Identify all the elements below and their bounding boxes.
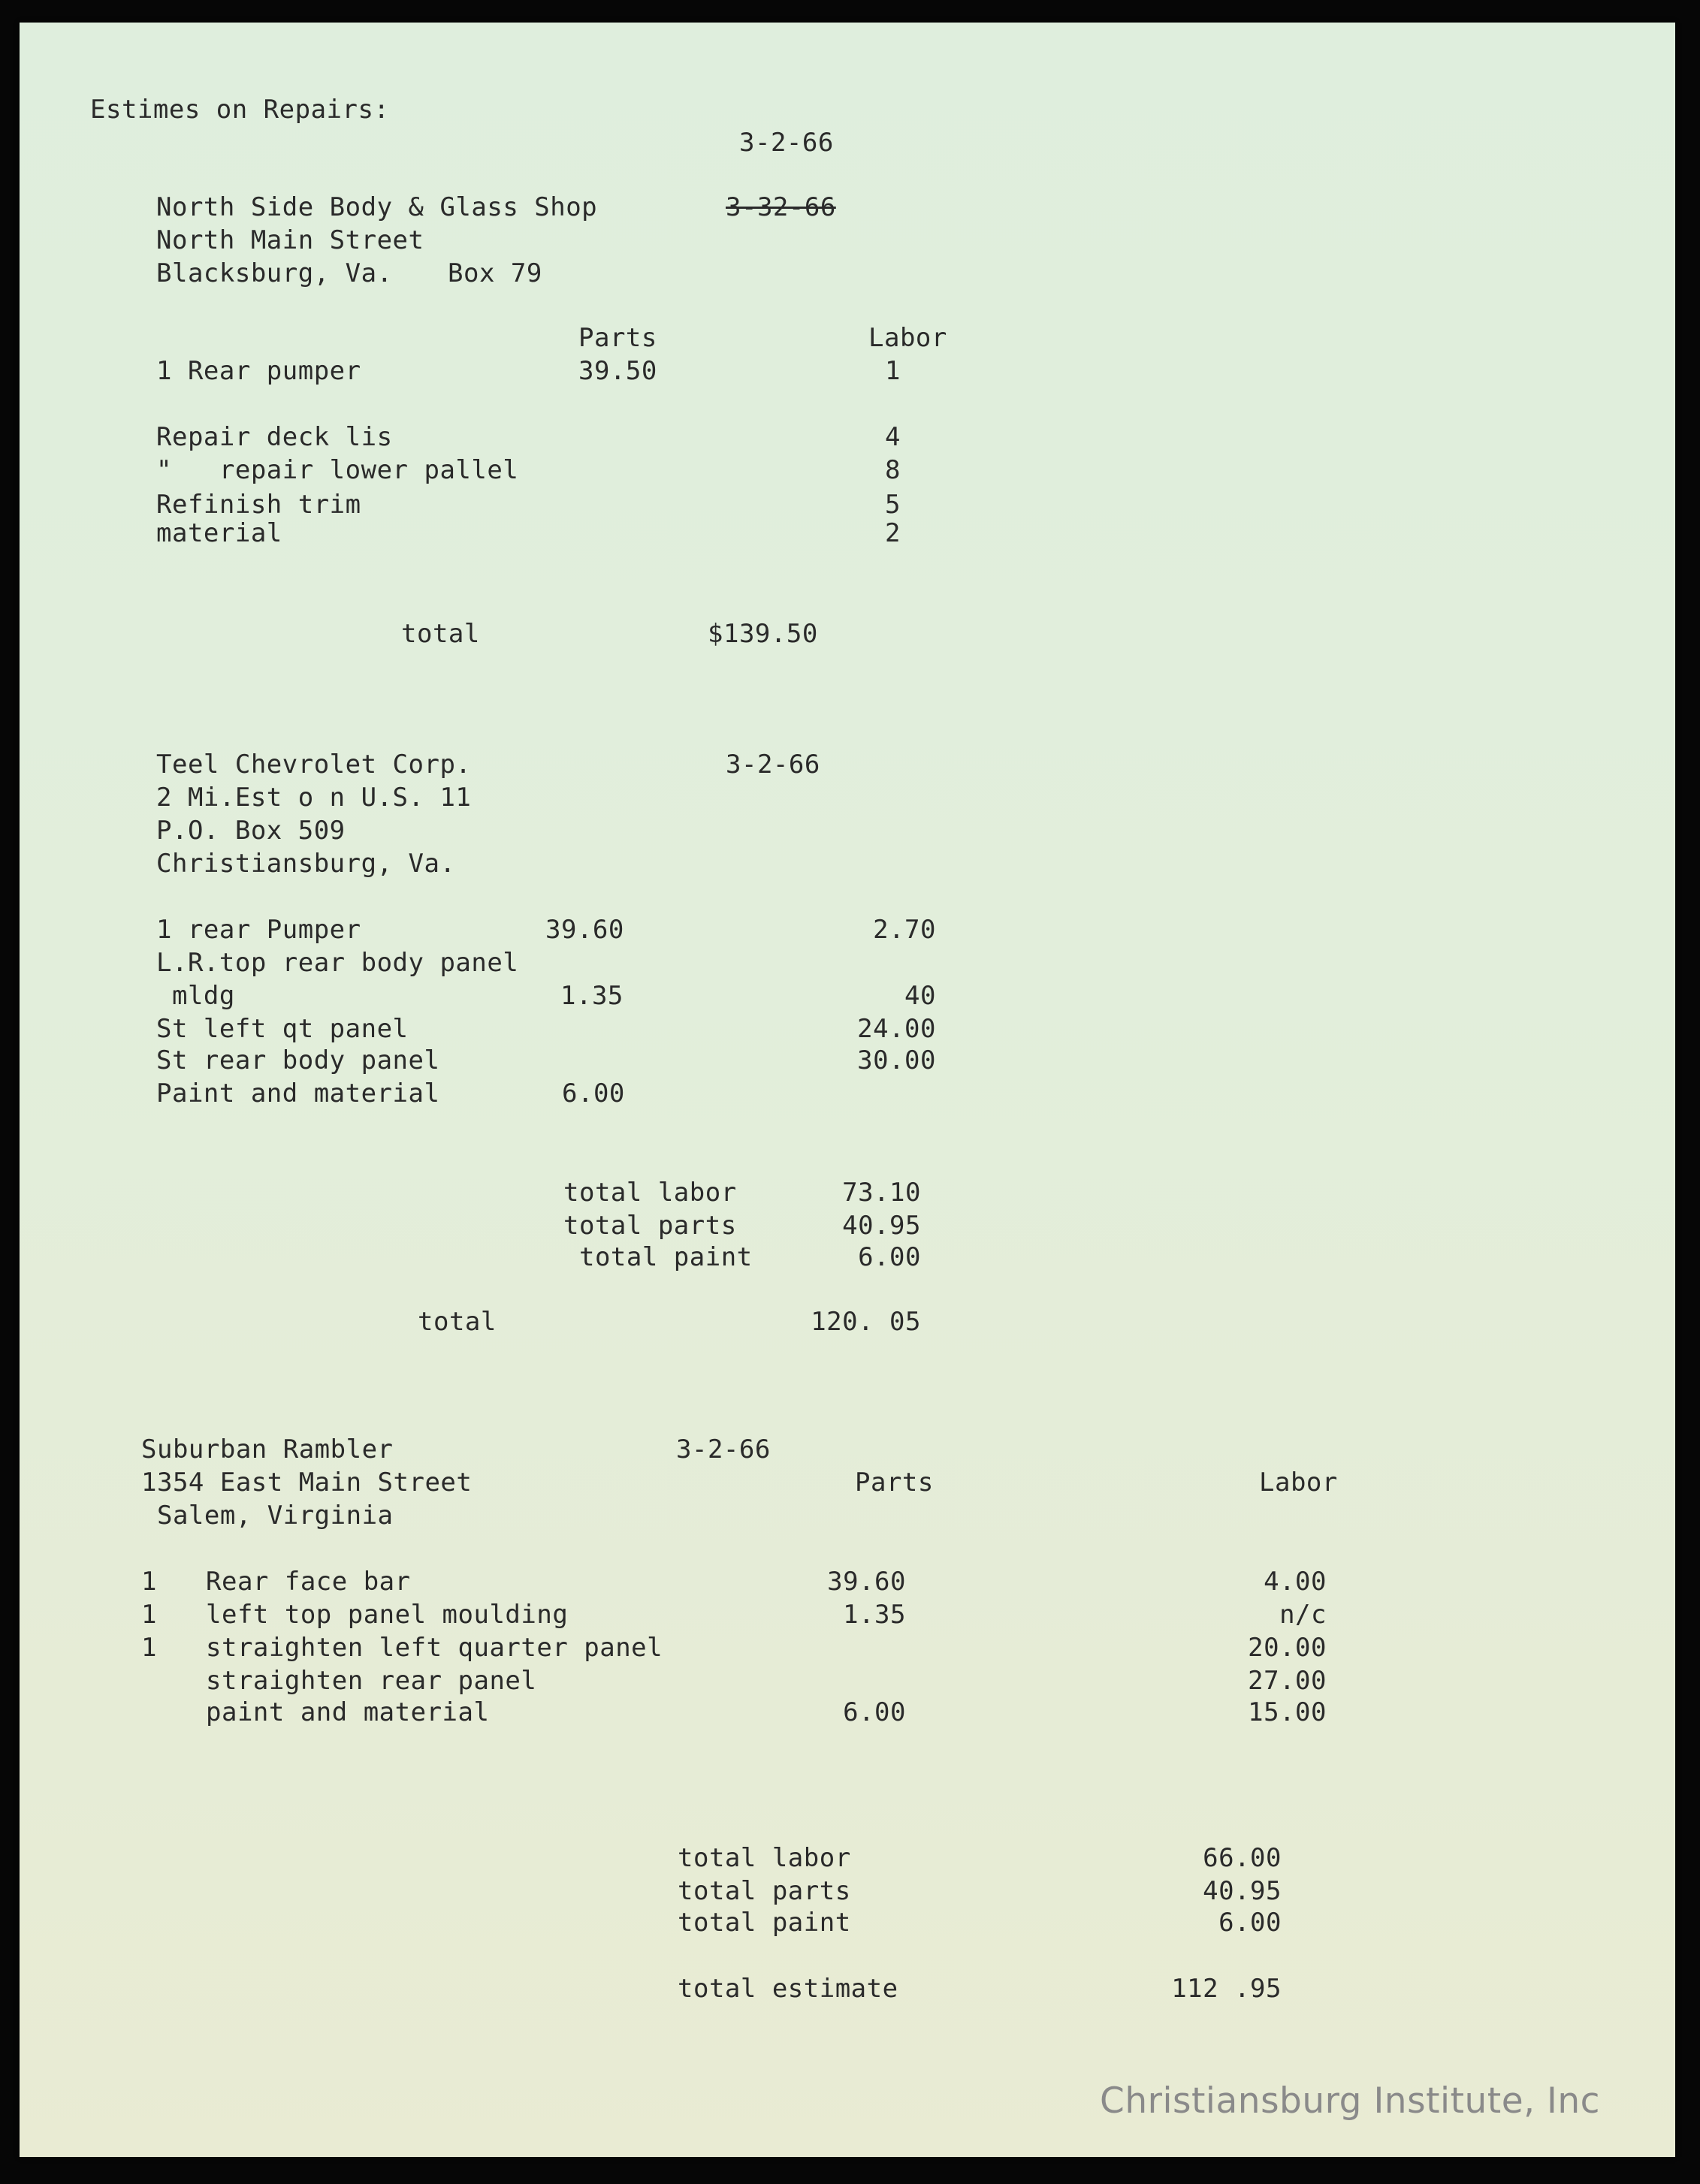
shop-name: Teel Chevrolet Corp.	[156, 750, 472, 780]
line-item-description: St left qt panel	[156, 1014, 409, 1044]
line-item-labor: 2	[885, 518, 901, 548]
column-header-labor: Labor	[868, 323, 947, 353]
subtotal-value: 6.00	[1218, 1908, 1282, 1938]
line-item-labor: 24.00	[857, 1014, 936, 1044]
estimate-date: 3-2-66	[726, 750, 820, 780]
document-page	[20, 23, 1675, 2157]
subtotal-label: total paint	[563, 1242, 753, 1272]
shop-address-line: P.O. Box 509	[156, 816, 346, 846]
column-header-labor: Labor	[1259, 1468, 1338, 1498]
line-item-labor: 2.70	[873, 915, 936, 945]
shop-address-line: Blacksburg, Va.	[156, 258, 393, 288]
line-item-labor: 8	[885, 455, 901, 485]
shop-address-line: North Main Street	[156, 225, 424, 255]
subtotal-value: 40.95	[1203, 1876, 1282, 1906]
subtotal-value: 66.00	[1203, 1843, 1282, 1873]
total-estimate-label: total estimate	[678, 1974, 898, 2004]
archive-watermark: Christiansburg Institute, Inc	[1100, 2080, 1600, 2122]
heading-date: 3-2-66	[739, 128, 834, 158]
line-item-description: Rear face bar	[206, 1567, 411, 1597]
line-item-description: paint and material	[206, 1697, 490, 1727]
line-item-labor: 27.00	[1248, 1666, 1327, 1696]
estimate-date: 3-2-66	[676, 1434, 771, 1465]
line-item-description: straighten rear panel	[206, 1666, 537, 1696]
line-item-parts: 1.35	[843, 1600, 906, 1630]
total-estimate-value: 112 .95	[1171, 1974, 1282, 2004]
line-item-description: L.R.top rear body panel	[156, 948, 519, 978]
line-item-labor: 4.00	[1264, 1567, 1327, 1597]
line-item-description: " repair lower pallel	[156, 455, 519, 485]
line-item-description: Repair deck lis	[156, 422, 393, 452]
shop-address-line: Christiansburg, Va.	[156, 849, 456, 879]
line-item-labor: 40	[904, 981, 936, 1011]
shop-name: Suburban Rambler	[141, 1434, 394, 1465]
shop-address-line: 1354 East Main Street	[141, 1468, 473, 1498]
line-item-labor: 20.00	[1248, 1633, 1327, 1663]
line-item-labor: 5	[885, 490, 901, 520]
subtotal-label: total labor	[678, 1843, 851, 1873]
line-item-labor: 30.00	[857, 1045, 936, 1075]
total-value: 120. 05	[811, 1307, 921, 1337]
line-item-description: 1 rear Pumper	[156, 915, 361, 945]
line-item-description: St rear body panel	[156, 1045, 440, 1075]
line-item-parts: 1.35	[560, 981, 624, 1011]
subtotal-label: total labor	[563, 1178, 737, 1208]
line-item-labor: n/c	[1279, 1600, 1327, 1630]
line-item-description: 1 Rear pumper	[156, 356, 361, 386]
line-item-description: straighten left quarter panel	[206, 1633, 663, 1663]
column-header-parts: Parts	[578, 323, 657, 353]
line-item-parts: 39.60	[545, 915, 624, 945]
subtotal-value: 73.10	[842, 1178, 921, 1208]
line-item-parts: 39.60	[827, 1567, 906, 1597]
line-item-labor: 1	[885, 356, 901, 386]
shop-name: North Side Body & Glass Shop	[156, 192, 598, 222]
total-label: total	[418, 1307, 497, 1337]
line-item-description: Paint and material	[156, 1078, 440, 1109]
line-item-description: Refinish trim	[156, 490, 361, 520]
line-item-description: material	[156, 518, 282, 548]
subtotal-value: 40.95	[842, 1211, 921, 1241]
total-value: $139.50	[708, 619, 818, 649]
line-item-parts: 6.00	[562, 1078, 625, 1109]
shop-address-line: 2 Mi.Est o n U.S. 11	[156, 783, 472, 813]
line-item-quantity: 1	[141, 1600, 157, 1630]
line-item-description: left top panel moulding	[206, 1600, 569, 1630]
struck-date: 3-32-66	[726, 192, 836, 222]
total-label: total	[401, 619, 480, 649]
line-item-quantity: 1	[141, 1633, 157, 1663]
shop-address-line: Salem, Virginia	[141, 1501, 394, 1531]
column-header-parts: Parts	[855, 1468, 934, 1498]
line-item-parts: 6.00	[843, 1697, 906, 1727]
subtotal-value: 6.00	[858, 1242, 921, 1272]
line-item-labor: 15.00	[1248, 1697, 1327, 1727]
subtotal-label: total parts	[563, 1211, 737, 1241]
subtotal-label: total parts	[678, 1876, 851, 1906]
line-item-quantity: 1	[141, 1567, 157, 1597]
document-heading: Estimes on Repairs:	[90, 95, 390, 125]
line-item-description: mldg	[156, 981, 235, 1011]
shop-box-number: Box 79	[448, 258, 542, 288]
line-item-parts: 39.50	[578, 356, 657, 386]
line-item-labor: 4	[885, 422, 901, 452]
subtotal-label: total paint	[678, 1908, 851, 1938]
